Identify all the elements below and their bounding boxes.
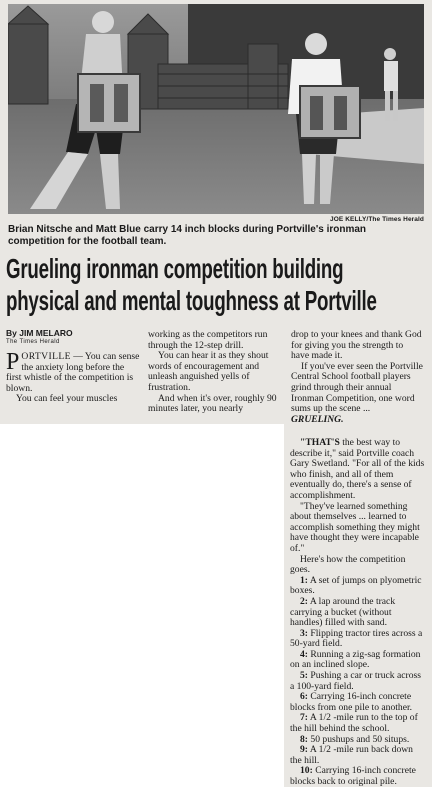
headline-line-2: physical and mental toughness at Portville	[6, 285, 377, 316]
competition-steps-list	[290, 576, 426, 788]
step-text: A 1/2 -mile run to the top of the hill behind the school.	[290, 712, 418, 735]
news-photo	[8, 4, 424, 214]
lead-text: — You can sense the anxiety long before the first whistle of the competition is blown.	[6, 351, 140, 394]
paragraph: And when it's over, roughly 90 minutes later, you nearly	[148, 392, 277, 415]
step-text: A lap around the track carrying a bucket (without handles) filled with sand.	[290, 595, 396, 629]
article-column-4	[290, 438, 426, 788]
step-number: 2:	[300, 595, 308, 607]
step-text: 50 pushups and 50 situps.	[308, 733, 410, 745]
article-column-2	[148, 330, 282, 415]
byline-author: By JIM MELARO	[6, 328, 73, 338]
photo-illustration	[8, 4, 424, 214]
paragraph: working as the competitors run through the 12-step drill.	[148, 329, 268, 351]
step-number: 5:	[300, 670, 308, 682]
paragraph: You can hear it as they shout words of encouragement and unleash anguished yells of frustration.	[148, 350, 269, 393]
step-text: A 1/2 -mile run back down the hill.	[290, 744, 413, 766]
step-text: Running a zig-sag formation on an inclined slope.	[290, 648, 421, 671]
step-text: Flipping tractor tires across a 50-yard field.	[290, 627, 423, 650]
paragraph	[291, 362, 423, 426]
list-item	[290, 713, 426, 734]
lead-paragraph	[6, 349, 140, 394]
step-number: 4:	[300, 648, 308, 660]
step-text: Pushing a car or truck across a 100-yard field.	[290, 670, 421, 692]
step-number: 1:	[300, 574, 308, 586]
article-column-3	[291, 330, 423, 425]
dateline: ORTVILLE	[21, 351, 71, 362]
headline	[6, 253, 421, 317]
headline-line-1: Grueling ironman competition building	[6, 253, 344, 284]
quote-lead: "THAT'S	[300, 437, 340, 448]
drop-cap: P	[6, 349, 20, 375]
paragraph: "They've learned something about themselves ... learned to accomplish something they might have thought they were incapable of."	[290, 500, 420, 554]
list-item	[290, 671, 426, 692]
list-item	[290, 766, 426, 787]
step-number: 10:	[300, 765, 313, 777]
list-item	[290, 629, 426, 650]
photo-credit: JOE KELLY/The Times Herald	[330, 216, 424, 223]
step-text: Carrying 16-inch concrete blocks from one pile to another.	[290, 691, 413, 713]
list-item	[290, 576, 426, 597]
list-item	[290, 745, 426, 766]
step-text: A set of jumps on plyometric boxes.	[290, 574, 422, 597]
paragraph: drop to your knees and thank God for giving you the strength to have made it.	[291, 329, 422, 362]
paragraph: You can feel your muscles	[16, 393, 118, 405]
paragraph: Here's how the competition goes.	[290, 553, 406, 576]
article-column-1	[6, 349, 140, 405]
step-number: 6:	[300, 691, 308, 703]
paragraph-text: If you've ever seen the Portville Central School football players grind through their annual Ironman Competition, one word sums up the scene ...	[291, 360, 423, 415]
paragraph	[290, 438, 426, 502]
step-number: 8:	[300, 733, 308, 745]
step-number: 3:	[300, 627, 308, 639]
quote-text: the best way to describe it," said Portville coach Gary Swetland. "For all of the kids who finish, and all of them eventually do, there's a sense of accomplishment.	[290, 437, 425, 501]
step-number: 7:	[300, 712, 308, 724]
list-item	[290, 597, 426, 629]
step-number: 9:	[300, 744, 308, 756]
byline-affiliation: The Times Herald	[6, 339, 60, 345]
list-item	[290, 692, 426, 713]
list-item	[290, 650, 426, 671]
photo-caption: Brian Nitsche and Matt Blue carry 14 inch blocks during Portville's ironman competition for the football team.	[8, 224, 367, 247]
emphasis-word: GRUELING.	[291, 413, 344, 425]
step-text: Carrying 16-inch concrete blocks back to original pile.	[290, 765, 416, 787]
